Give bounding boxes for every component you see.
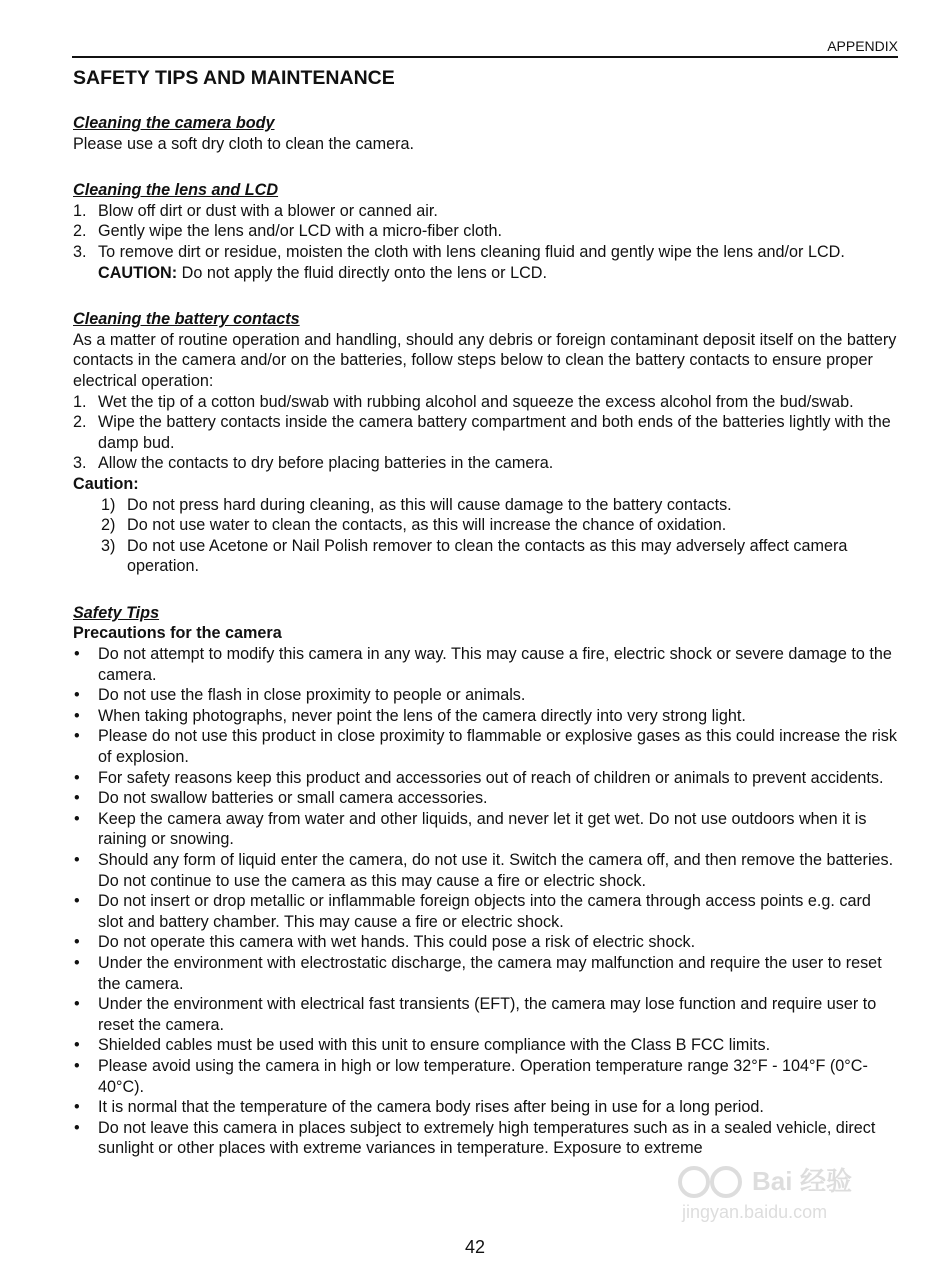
list-item: • Please avoid using the camera in high or low temperature. Operation temperature range 32°F - 104°F (0°C- 40°C). xyxy=(74,1056,868,1096)
battery-cautions xyxy=(73,495,899,577)
page-number: 42 xyxy=(464,1237,486,1257)
caution-text: Do not apply the fluid directly onto the lens or LCD. xyxy=(177,263,547,282)
list-item: 2) Do not use water to clean the contacts, as this will increase the chance of oxidation. xyxy=(101,516,727,535)
svg-text:Bai: Bai xyxy=(752,1166,793,1196)
list-item: 2. Gently wipe the lens and/or LCD with a micro-fiber cloth. xyxy=(73,222,502,241)
list-item: • Shielded cables must be used with this unit to ensure compliance with the Class B FCC limits. xyxy=(74,1036,771,1055)
list-item: • Please do not use this product in close proximity to flammable or explosive gases as this could increase the risk of explosion. xyxy=(74,727,897,767)
list-item: 1) Do not press hard during cleaning, as this will cause damage to the battery contacts. xyxy=(101,495,732,514)
heading-cleaning-lens: Cleaning the lens and LCD xyxy=(73,181,279,200)
battery-intro: As a matter of routine operation and handling, should any debris or foreign contaminant deposit itself on the battery contacts in the camera and/or on the batteries, follow steps below to clean the battery contacts to ensure proper electrical operation: xyxy=(73,330,897,390)
list-item: 3) Do not use Acetone or Nail Polish remover to clean the contacts as this may adversely affect camera operation. xyxy=(101,536,848,576)
svg-text:jingyan.baidu.com: jingyan.baidu.com xyxy=(682,1202,828,1222)
watermark-logo xyxy=(672,1160,902,1226)
list-item: • Under the environment with electrostatic discharge, the camera may malfunction and require the user to reset the camera. xyxy=(74,953,882,993)
battery-steps xyxy=(73,392,899,474)
list-item: • Do not use the flash in close proximity to people or animals. xyxy=(74,686,526,705)
list-item: • Do not swallow batteries or small camera accessories. xyxy=(74,789,488,808)
heading-safety-tips: Safety Tips xyxy=(73,603,160,622)
page-content xyxy=(73,66,899,1159)
battery-caution-heading: Caution: xyxy=(73,474,139,493)
list-item: • Do not attempt to modify this camera in any way. This may cause a fire, electric shock or severe damage to the camera. xyxy=(74,645,892,684)
safety-list xyxy=(73,644,899,1159)
list-item: • Should any form of liquid enter the camera, do not use it. Switch the camera off, and then remove the batteries. Do not continue to use the camera as this may cause a fire or electric shock. xyxy=(74,851,894,890)
list-item: • When taking photographs, never point the lens of the camera directly into very strong light. xyxy=(74,706,746,725)
header-rule xyxy=(72,56,898,58)
list-item: • Do not insert or drop metallic or inflammable foreign objects into the camera through access points e.g. card slot and battery chamber. This may cause a fire or electric shock. xyxy=(74,892,871,931)
list-item: 3. Allow the contacts to dry before placing batteries in the camera. xyxy=(73,454,554,473)
list-item: 3. To remove dirt or residue, moisten the cloth with lens cleaning fluid and gently wipe the lens and/or LCD. CAUTION: Do not apply the fluid directly onto the lens or LCD. xyxy=(73,242,845,282)
lens-steps xyxy=(73,201,899,283)
list-item: • For safety reasons keep this product and accessories out of reach of children or animals to prevent accidents. xyxy=(74,768,884,787)
list-item: • It is normal that the temperature of the camera body rises after being in use for a long period. xyxy=(74,1098,764,1117)
list-item: • Do not operate this camera with wet hands. This could pose a risk of electric shock. xyxy=(74,933,696,952)
body-clean-text: Please use a soft dry cloth to clean the camera. xyxy=(73,134,415,153)
caution-label: CAUTION: xyxy=(98,263,178,282)
list-item: 1. Blow off dirt or dust with a blower or canned air. xyxy=(73,201,438,220)
list-item: • Under the environment with electrical fast transients (EFT), the camera may lose function and require user to reset the camera. xyxy=(74,995,877,1034)
list-item: 1. Wet the tip of a cotton bud/swab with rubbing alcohol and squeeze the excess alcohol from the bud/swab. xyxy=(73,392,854,411)
heading-cleaning-body: Cleaning the camera body xyxy=(73,114,275,132)
list-item: 2. Wipe the battery contacts inside the camera battery compartment and both ends of the batteries lightly with the damp bud. xyxy=(73,413,891,452)
list-item: • Do not leave this camera in places subject to extremely high temperatures such as in a sealed vehicle, direct sunlight or other places with extreme variances in temperature. Exposure to extreme xyxy=(74,1118,876,1158)
page-title: SAFETY TIPS AND MAINTENANCE xyxy=(73,67,395,89)
precautions-heading: Precautions for the camera xyxy=(73,624,282,643)
heading-cleaning-battery: Cleaning the battery contacts xyxy=(73,310,300,329)
section-header: APPENDIX xyxy=(827,38,898,54)
list-item: • Keep the camera away from water and other liquids, and never let it get wet. Do not use outdoors when it is raining or snowing. xyxy=(74,809,867,849)
svg-text:经验: 经验 xyxy=(800,1166,853,1196)
